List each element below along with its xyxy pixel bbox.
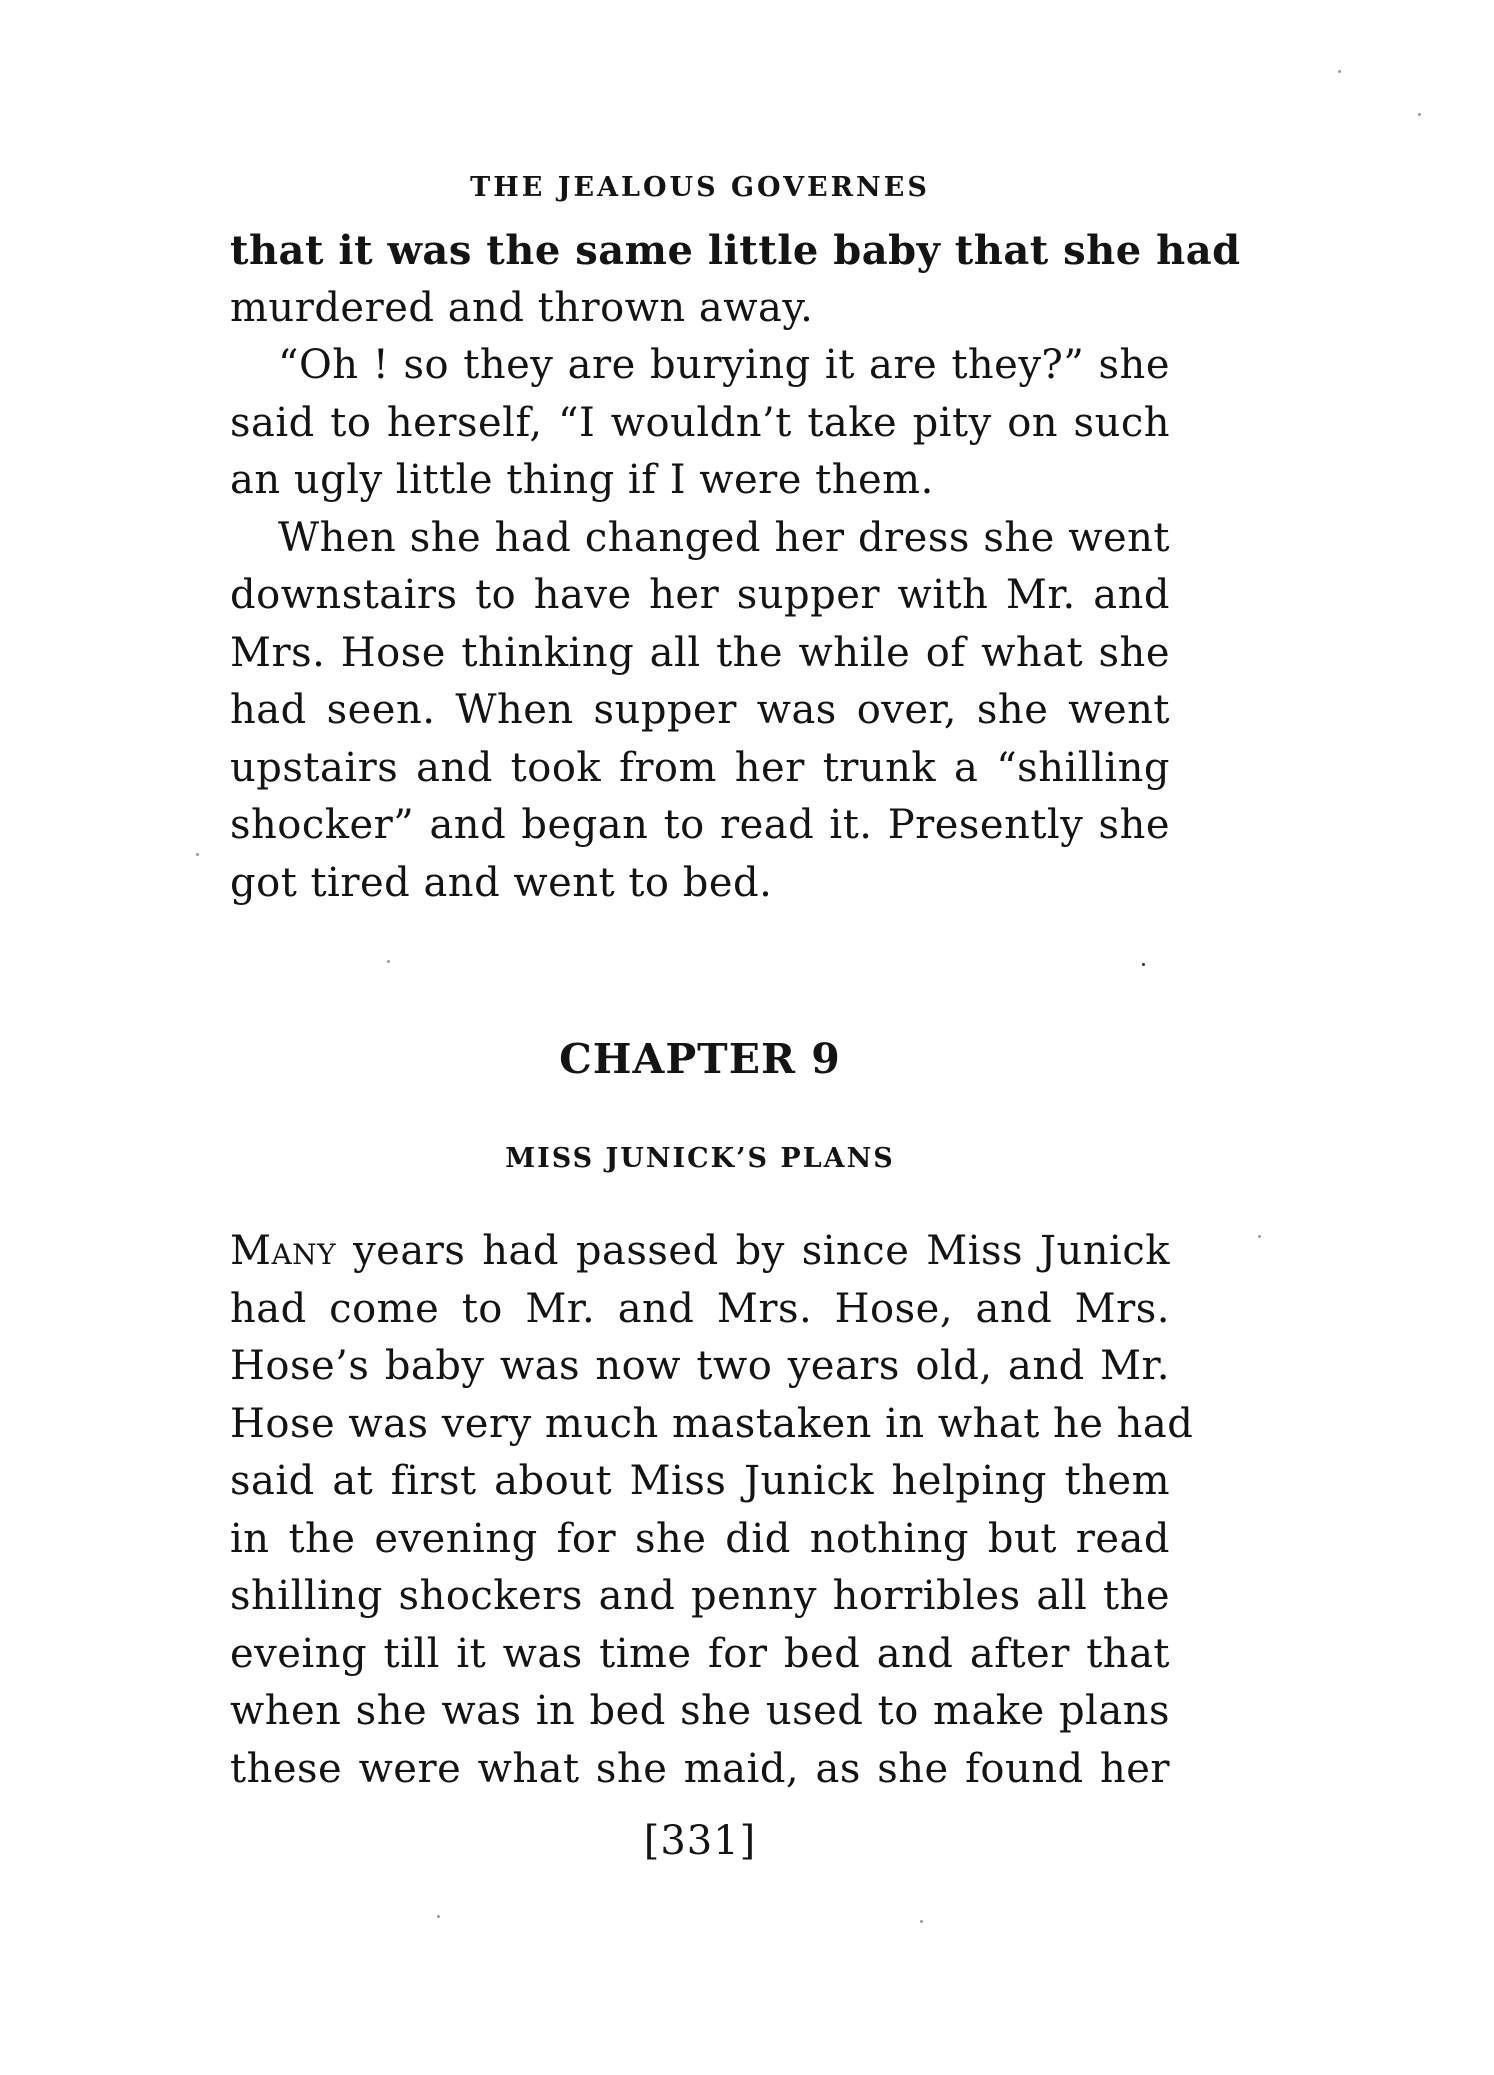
text-line: in the evening for she did nothing but read bbox=[230, 1515, 1170, 1562]
text-line: that it was the same little baby that she had bbox=[230, 227, 1241, 274]
text-line bbox=[230, 1223, 1170, 1281]
section-2-text bbox=[230, 1223, 1194, 1798]
paragraph-3 bbox=[230, 510, 1170, 913]
chapter-subtitle: MISS JUNICK’S PLANS bbox=[505, 1143, 895, 1174]
text-line: eveing till it was time for bed and after that bbox=[230, 1630, 1170, 1677]
print-speck bbox=[1258, 1235, 1261, 1238]
text-line: downstairs to have her supper with Mr. and bbox=[230, 572, 1170, 618]
text-line: had seen. When supper was over, she went bbox=[230, 687, 1170, 733]
text-line: said to herself, “I wouldn’t take pity on such bbox=[230, 399, 1170, 446]
text-line: shilling shockers and penny horribles all the bbox=[230, 1573, 1170, 1619]
page-number: [331] bbox=[643, 1818, 757, 1864]
paragraph-4 bbox=[230, 1223, 1194, 1798]
print-speck bbox=[1418, 113, 1421, 116]
section-1-text bbox=[230, 222, 1241, 912]
paragraph-2 bbox=[230, 337, 1170, 510]
text-line: an ugly little thing if I were them. bbox=[230, 457, 934, 503]
print-speck bbox=[196, 853, 199, 856]
text-line: When she had changed her dress she went bbox=[278, 514, 1170, 561]
paragraph-1 bbox=[230, 222, 1241, 337]
text-line: had come to Mr. and Mrs. Hose, and Mrs. bbox=[230, 1285, 1170, 1332]
text-line: Hose was very much mastaken in what he had bbox=[230, 1400, 1194, 1447]
print-speck bbox=[920, 1920, 923, 1923]
text-line: got tired and went to bed. bbox=[230, 859, 773, 906]
text-line: upstairs and took from her trunk a “shilling bbox=[230, 744, 1170, 791]
drop-word: Many bbox=[230, 1228, 337, 1274]
running-head: THE JEALOUS GOVERNES bbox=[470, 172, 930, 203]
text-line: “Oh ! so they are burying it are they?” she bbox=[278, 342, 1170, 388]
text-line: shocker” and began to read it. Presently she bbox=[230, 802, 1170, 848]
chapter-title: CHAPTER 9 bbox=[559, 1035, 841, 1083]
print-speck bbox=[437, 1915, 440, 1918]
print-speck bbox=[1142, 963, 1145, 966]
print-speck bbox=[387, 960, 390, 963]
print-speck bbox=[1338, 70, 1341, 73]
text-line: Hose’s baby was now two years old, and Mr. bbox=[230, 1343, 1170, 1389]
text-line: when she was in bed she used to make plans bbox=[230, 1688, 1170, 1734]
text-line: murdered and thrown away. bbox=[230, 284, 814, 331]
text-line: these were what she maid, as she found her bbox=[230, 1745, 1170, 1792]
text-line: said at first about Miss Junick helping them bbox=[230, 1458, 1170, 1504]
text-line: Mrs. Hose thinking all the while of what she bbox=[230, 629, 1170, 676]
text-line-rest: years had passed by since Miss Junick bbox=[336, 1228, 1170, 1274]
